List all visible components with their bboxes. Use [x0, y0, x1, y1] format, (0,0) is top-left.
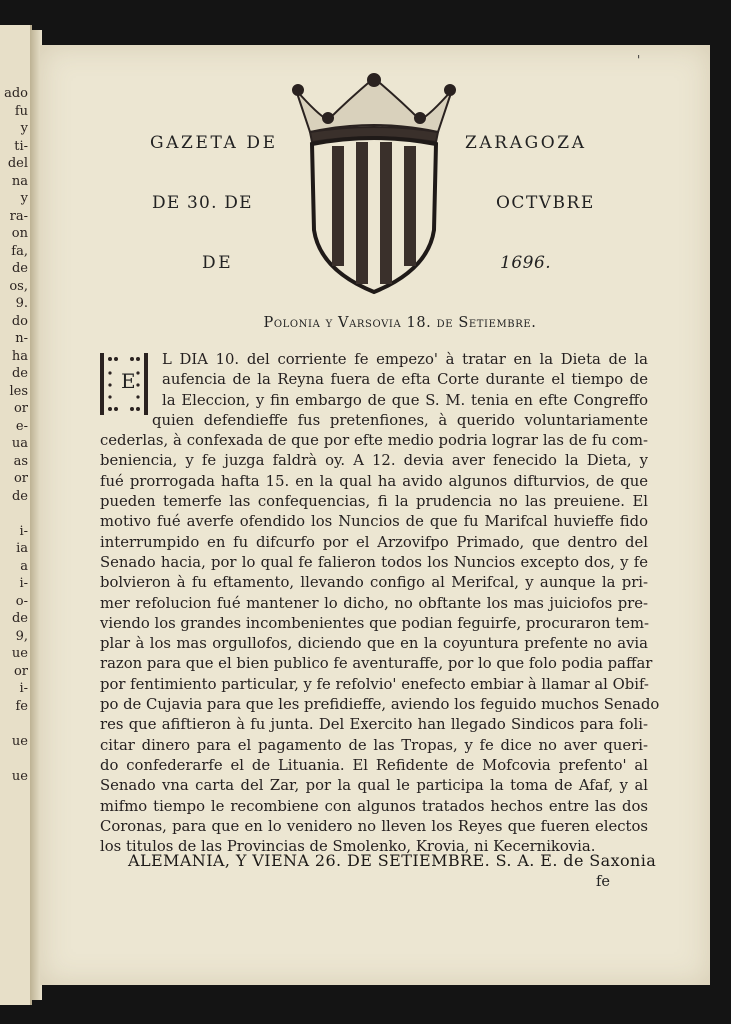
facing-page-fragment: de: [11, 366, 28, 381]
facing-page-fragment: les: [9, 383, 28, 399]
facing-page-fragment: y: [20, 121, 28, 136]
catchword: fe: [596, 874, 610, 890]
facing-page-fragment: [2, 750, 28, 768]
facing-page-fragment: as: [13, 453, 28, 469]
facing-page-fragment: ti-: [14, 138, 28, 154]
facing-page-fragment: ra-: [9, 208, 28, 224]
article-line: aufencia de la Reyna fuera de efta Corte durante el tiempo de: [162, 371, 648, 389]
title-left: GAZETA DE: [150, 133, 278, 153]
article-line: la Eleccion, y fin embargo de que S. M. tenia en efte Congreffo: [162, 391, 648, 409]
article-line: los titulos de las Provincias de Smolenko, Krovia, ni Kecernikovia.: [100, 838, 596, 856]
article-line: L DIA 10. del corriente fe empezo' à tratar en la Dieta de la: [162, 351, 648, 368]
facing-page-fragment: ua: [11, 436, 28, 451]
article-body: [100, 350, 660, 857]
article-line: motivo fué averfe ofendido los Nuncios de que fu Marifcal huvieffe fido: [100, 513, 648, 531]
article-line: quien defendieffe fus pretenfiones, à querido voluntariamente: [152, 411, 648, 429]
article-line: bolvieron à fu eftamento, llevando configo al Merifcal, y aunque la pri-: [100, 574, 648, 592]
facing-page-fragment: [2, 715, 28, 733]
article-line: cederlas, à confexada de que por efte medio podria lograr las de fu com-: [100, 432, 648, 450]
facing-page-fragment: ue: [11, 646, 28, 661]
facing-page-fragment: y: [20, 191, 28, 206]
article-line: interrumpido en fu difcurfo por el Arzovifpo Primado, que dentro del: [100, 533, 648, 551]
facing-page-edge: [0, 25, 32, 1005]
article-line: Senado hacia, por lo qual fe falieron todos los Nuncios excepto dos, y fe: [100, 553, 648, 571]
facing-page-fragment: [2, 505, 28, 523]
dateline: Polonia y Varsovia 18. de Setiembre.: [263, 315, 537, 331]
article-line: do confederarfe el de Lituania. El Refidente de Mofcovia prefento' al: [100, 756, 648, 774]
article-line: res que afiftieron à fu junta. Del Exercito han llegado Sindicos para foli-: [100, 716, 648, 734]
facing-page-fragment: ue: [11, 733, 28, 749]
facing-page-fragment: ue: [11, 768, 28, 784]
facing-page-fragment: fe: [15, 698, 28, 714]
article-line: viendo los grandes incombenientes que podian feguirfe, procuraron tem-: [100, 614, 649, 632]
facing-page-fragment: or: [13, 471, 28, 486]
date-right: OCTVBRE: [496, 193, 595, 213]
facing-page-fragment: de: [11, 261, 28, 276]
facing-page-fragment: i-: [19, 576, 28, 591]
drop-cap: E: [121, 369, 136, 393]
corner-mark: ': [637, 53, 641, 67]
article-line: pueden temerfe las confequencias, fi la prudencia no las preuiene. El: [100, 493, 648, 511]
facing-page-fragment: os,: [9, 278, 28, 294]
facing-page-fragment: de: [11, 488, 28, 504]
year-right: 1696.: [500, 253, 552, 273]
facing-page-fragment: or: [13, 663, 28, 679]
facing-page-fragment: fu: [14, 103, 28, 119]
coat-of-arms-icon: [288, 70, 460, 300]
article-line: fué prorrogada hafta 15. en la qual ha avido algunos difturvios, de que: [100, 472, 648, 490]
article-line: razon para que el bien publico fe aventuraffe, por lo que folo podia paffar: [100, 655, 653, 673]
article-line: citar dinero para el pagamento de las Tropas, y fe dice no aver queri-: [100, 736, 648, 754]
article-line: mifmo tiempo le recombiene con algunos tratados hechos entre las dos: [100, 797, 648, 815]
article-line: Senado vna carta del Zar, por la qual le participa la toma de Afaf, y al: [100, 777, 648, 795]
gazette-page: [40, 45, 710, 985]
facing-page-fragment: ia: [16, 541, 28, 556]
article-line: Coronas, para que en lo venidero no lleven los Reyes que fueren electos: [100, 817, 648, 835]
facing-page-fragment: do: [11, 313, 28, 329]
facing-page-fragment: 9.: [15, 296, 28, 311]
facing-page-fragment: ha: [11, 348, 28, 364]
article-line: beniencia, y fe juzga faldrà oy. A 12. devia aver fenecido la Dieta, y: [100, 452, 648, 470]
facing-page-fragment: 9,: [15, 628, 28, 644]
facing-page-fragment: or: [13, 401, 28, 416]
facing-page-fragment: e-: [15, 418, 28, 434]
facing-page-fragment: na: [11, 173, 28, 189]
article-line: po de Cujavia para que les prefidieffe, aviendo los feguido muchos Senado: [100, 696, 660, 714]
section-heading-alemania: ALEMANIA, Y VIENA 26. DE SETIEMBRE. S. A. E. de Saxonia: [128, 851, 657, 870]
facing-page-fragment: de: [11, 611, 28, 626]
facing-page-fragment: n-: [15, 331, 28, 346]
article-line: por fentimiento particular, y fe refolvio' enefecto embiar à llamar al Obif-: [100, 675, 649, 693]
facing-page-fragment: o-: [15, 593, 28, 609]
date-left: DE 30. DE: [152, 193, 253, 213]
facing-page-fragment: i-: [19, 523, 28, 539]
facing-page-text-fragments: [2, 85, 28, 785]
facing-page-fragment: fa,: [11, 243, 28, 259]
facing-page-fragment: i-: [19, 681, 28, 696]
title-right: ZARAGOZA: [465, 133, 587, 153]
year-label-left: DE: [202, 253, 234, 273]
facing-page-fragment: a: [20, 558, 28, 574]
article-line: plar à los mas orgullofos, diciendo que en la coyuntura prefente no avia: [100, 635, 648, 653]
facing-page-fragment: ado: [4, 86, 28, 101]
facing-page-fragment: del: [7, 156, 28, 171]
facing-page-fragment: on: [11, 226, 28, 241]
article-line: mer refolucion fué mantener lo dicho, no obftante los mas juiciofos pre-: [100, 594, 648, 612]
